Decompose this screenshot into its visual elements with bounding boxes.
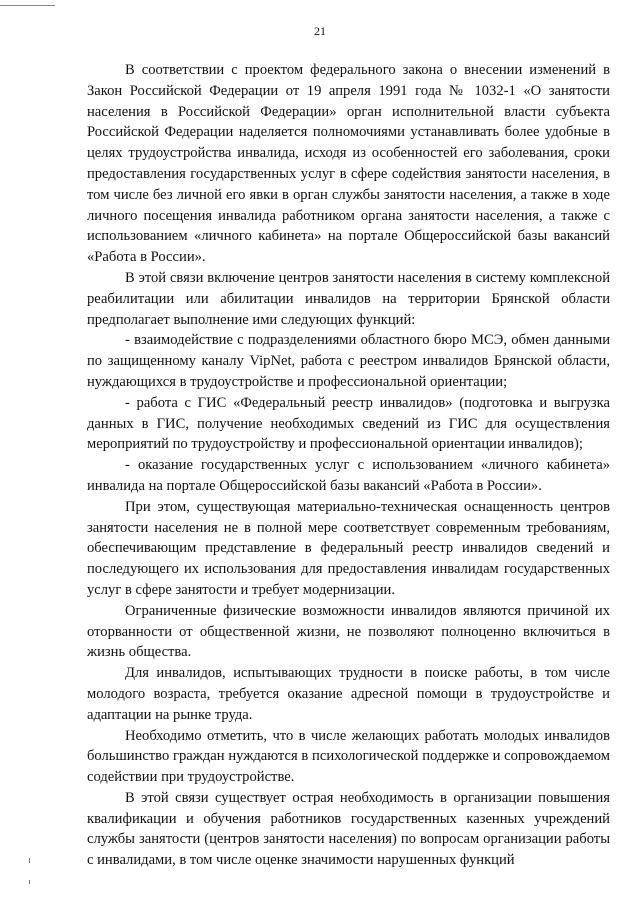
- scan-edge-mark: [0, 5, 55, 6]
- list-item-gis-registry: - работа с ГИС «Федеральный реестр инвалидов» (подготовка и выгрузка данных в ГИС, получение необходимых сведений из ГИС для осуществления мероприятий по трудоустройству и профессиональной ориентации инвалидов);: [87, 394, 610, 453]
- margin-mark: [29, 858, 30, 863]
- paragraph-legislation: В соответствии с проектом федерального закона о внесении изменений в Закон Российской Федерации от 19 апреля 1991 года № 1032-1 «О занятости населения в Российской Федерации» орган исполнительной власти субъекта Российской Федерации наделяется полномочиями устанавливать более удобные в целях трудоустройства инвалида, исходя из особенностей его заболевания, сроки предоставления государственных услуг в сфере содействия занятости населения, в том числе без личной его явки в орган службы занятости населения, а также в ходе личного посещения инвалида работником органа занятости населения, а также с использованием «личного кабинета» на портале Общероссийской базы вакансий «Работа в России».: [87, 62, 610, 266]
- margin-mark: [29, 880, 30, 884]
- paragraph-young-disabled: Необходимо отметить, что в числе желающих работать молодых инвалидов большинство граждан нуждаются в психологической поддержке и сопровождаемом содействии при трудоустройстве.: [87, 727, 610, 786]
- paragraph-limitations: Ограниченные физические возможности инвалидов являются причиной их оторванности от общественной жизни, не позволяют полноценно включиться в жизнь общества.: [87, 602, 610, 661]
- list-item-mse-interaction: - взаимодействие с подразделениями областного бюро МСЭ, обмен данными по защищенному каналу VipNet, работа с реестром инвалидов Брянской области, нуждающихся в трудоустройстве и профессиональной ориентации;: [87, 332, 610, 390]
- paragraph-training: В этой связи существует острая необходимость в организации повышения квалификации и обучения работников государственных казенных учреждений службы занятости (центров занятости населения) по вопросам организации работы с инвалидами, в том числе оценке значимости нарушенных функций: [87, 789, 610, 869]
- paragraph-employment-centers: В этой связи включение центров занятости населения в систему комплексной реабилитации или абилитации инвалидов на территории Брянской области предполагает выполнение ими следующих функций:: [87, 269, 610, 328]
- list-item-personal-account: - оказание государственных услуг с использованием «личного кабинета» инвалида на портале Общероссийской базы вакансий «Работа в России».: [87, 457, 610, 494]
- paragraph-equipment: При этом, существующая материально-техническая оснащенность центров занятости населения не в полной мере соответствует современным требованиям, обеспечивающим представление в федеральный реестр инвалидов сведений и последующего их использования для предоставления инвалидам государственных услуг в сфере занятости и требует модернизации.: [87, 498, 610, 598]
- document-body: [87, 60, 610, 871]
- paragraph-job-search: Для инвалидов, испытывающих трудности в поиске работы, в том числе молодого возраста, требуется оказание адресной помощи в трудоустройстве и адаптации на рынке труда.: [87, 665, 610, 723]
- page-number: 21: [314, 24, 326, 38]
